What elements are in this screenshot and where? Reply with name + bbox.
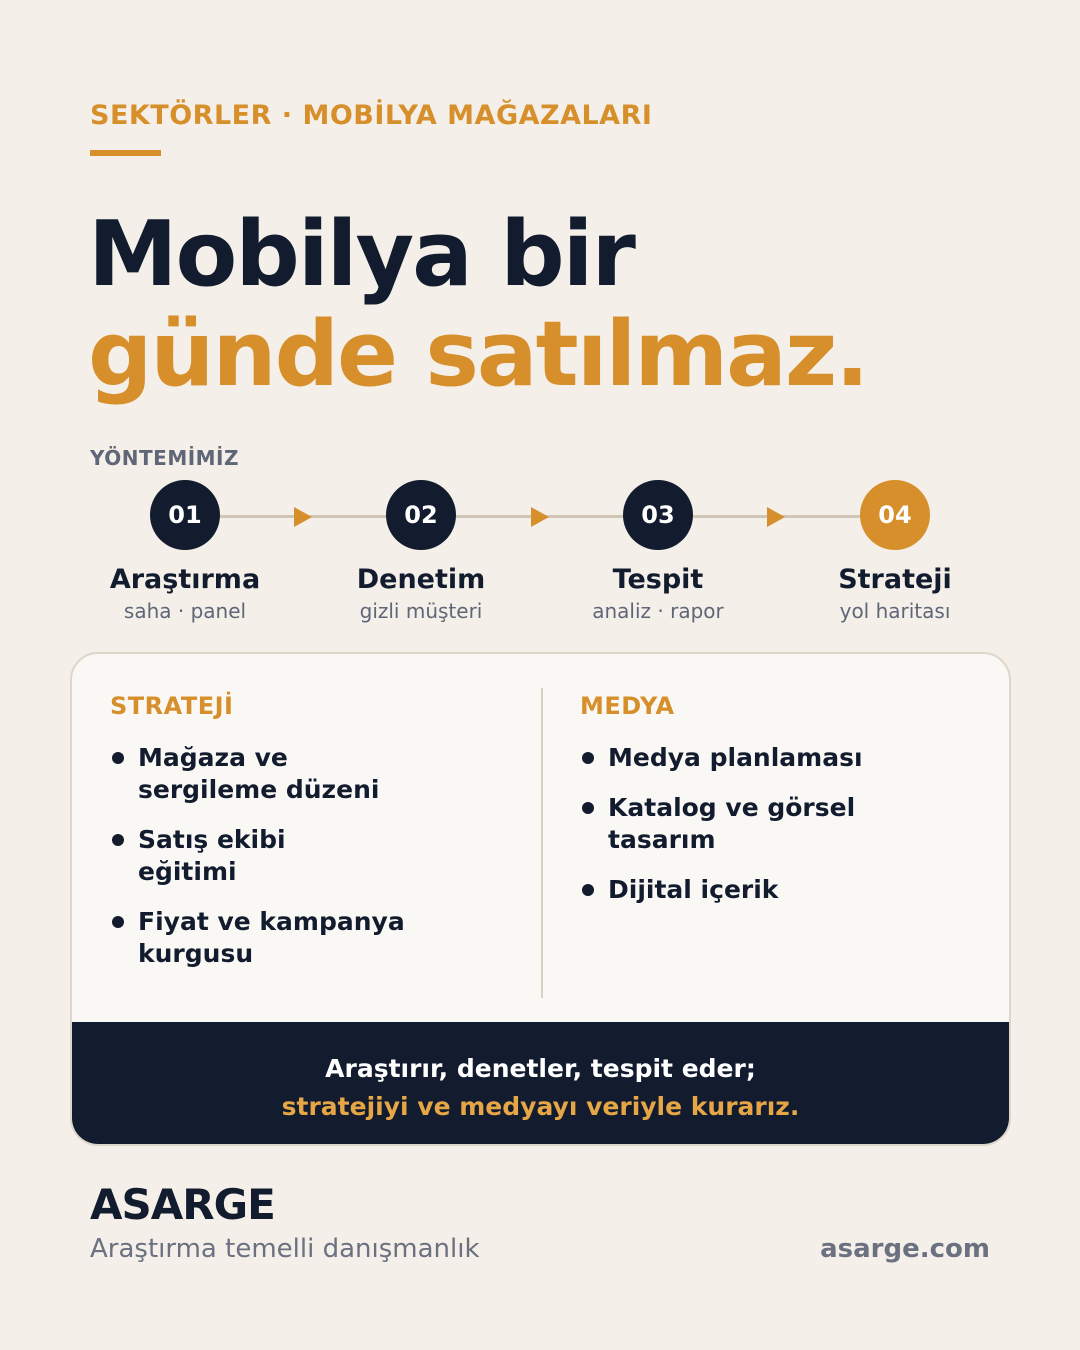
bullet-icon: [112, 834, 124, 846]
step-research: [75, 480, 295, 623]
arrow-icon: [531, 507, 549, 527]
step-strategy: [785, 480, 1005, 623]
headline-line-2: günde satılmaz.: [88, 302, 868, 407]
media-title: MEDYA: [580, 692, 675, 720]
method-label: YÖNTEMİMİZ: [90, 446, 240, 470]
bullet-icon: [582, 752, 594, 764]
list-item-label: Katalog ve görsel tasarım: [608, 793, 856, 854]
list-item: [580, 742, 980, 774]
brand-logo: ASARGE: [90, 1180, 275, 1229]
headline-line-1: Mobilya bir: [88, 202, 634, 307]
list-item-label: Medya planlaması: [608, 743, 863, 772]
strategy-title: STRATEJİ: [110, 692, 234, 720]
kicker-underline: [90, 150, 161, 156]
list-item: [110, 906, 530, 970]
step-subtitle: gizli müşteri: [359, 599, 483, 623]
arrow-icon: [767, 507, 785, 527]
step-subtitle: analiz · rapor: [592, 599, 724, 623]
step-title: Araştırma: [109, 564, 261, 595]
step-number: 01: [150, 480, 220, 550]
brand-tagline: Araştırma temelli danışmanlık: [90, 1234, 480, 1264]
step-title: Tespit: [612, 564, 704, 595]
summary-band: [72, 1022, 1009, 1144]
step-number-active: 04: [860, 480, 930, 550]
arrow-icon: [294, 507, 312, 527]
step-number: 03: [623, 480, 693, 550]
list-item-label: Mağaza ve sergileme düzeni: [138, 743, 380, 804]
bullet-icon: [112, 752, 124, 764]
list-item-label: Satış ekibi eğitimi: [138, 825, 286, 886]
website-link[interactable]: asarge.com: [820, 1234, 990, 1264]
strategy-list: [110, 742, 530, 970]
services-card: [70, 652, 1011, 1146]
media-column: [580, 692, 980, 924]
kicker: SEKTÖRLER · MOBİLYA MAĞAZALARI: [90, 100, 653, 131]
step-audit: [311, 480, 531, 623]
method-steps: [0, 480, 1080, 640]
bullet-icon: [112, 916, 124, 928]
bullet-icon: [582, 884, 594, 896]
summary-line-1: Araştırır, denetler, tespit eder;: [325, 1054, 756, 1083]
step-subtitle: saha · panel: [123, 599, 247, 623]
step-title: Strateji: [838, 564, 952, 595]
step-title: Denetim: [356, 564, 486, 595]
step-number: 02: [386, 480, 456, 550]
summary-line-2: stratejiyi ve medyayı veriyle kurarız.: [281, 1092, 800, 1121]
headline: [88, 202, 868, 407]
column-divider: [541, 688, 543, 998]
step-finding: [548, 480, 768, 623]
media-list: [580, 742, 980, 906]
list-item: [580, 874, 980, 906]
list-item-label: Dijital içerik: [608, 875, 779, 904]
step-subtitle: yol haritası: [839, 599, 951, 623]
list-item: [580, 792, 980, 856]
list-item: [110, 824, 530, 888]
list-item: [110, 742, 530, 806]
strategy-column: [110, 692, 530, 988]
list-item-label: Fiyat ve kampanya kurgusu: [138, 907, 405, 968]
bullet-icon: [582, 802, 594, 814]
